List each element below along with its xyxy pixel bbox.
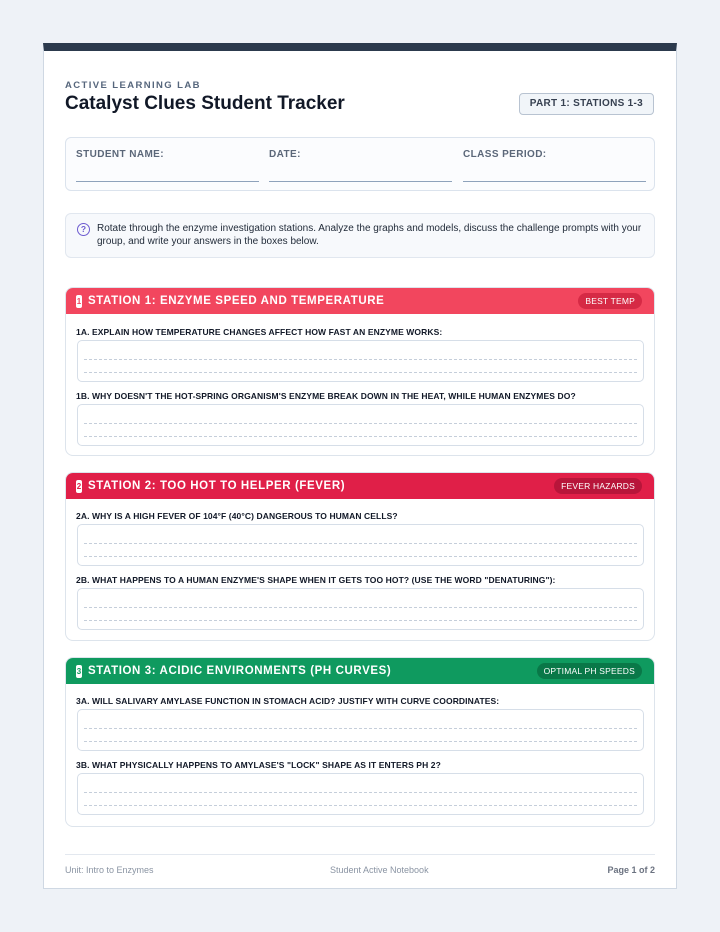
- answer-line: [84, 792, 637, 793]
- student-info-fields: [65, 137, 655, 191]
- station-3-number: 3: [76, 667, 82, 676]
- question-3b: 3B. WHAT PHYSICALLY HAPPENS TO AMYLASE'S "LOCK" SHAPE AS IT ENTERS PH 2?: [76, 760, 441, 770]
- station-2-title: STATION 2: TOO HOT TO HELPER (FEVER): [88, 480, 346, 492]
- station-1-number: 1: [76, 297, 82, 306]
- answer-line: [84, 436, 637, 437]
- worksheet-page: [43, 43, 677, 889]
- class-period-field[interactable]: [463, 138, 646, 192]
- answer-line: [84, 620, 637, 621]
- footer-page-number: Page 1 of 2: [607, 865, 655, 875]
- station-3-header: [66, 658, 654, 684]
- answer-box-3b[interactable]: [77, 773, 644, 815]
- answer-line: [84, 556, 637, 557]
- question-3a: 3A. WILL SALIVARY AMYLASE FUNCTION IN STOMACH ACID? JUSTIFY WITH CURVE COORDINATES:: [76, 696, 500, 706]
- answer-box-1a[interactable]: [77, 340, 644, 382]
- answer-line: [84, 372, 637, 373]
- question-1b: 1B. WHY DOESN'T THE HOT-SPRING ORGANISM'S ENZYME BREAK DOWN IN THE HEAT, WHILE HUMAN ENZYMES DO?: [76, 391, 576, 401]
- page-title: Catalyst Clues Student Tracker: [65, 93, 345, 114]
- answer-line: [84, 741, 637, 742]
- answer-box-3a[interactable]: [77, 709, 644, 751]
- station-1-tag: BEST TEMP: [578, 293, 642, 309]
- station-2-card: [65, 472, 655, 641]
- station-2-number: 2: [76, 482, 82, 491]
- station-1-title: STATION 1: ENZYME SPEED AND TEMPERATURE: [88, 295, 385, 307]
- station-3-tag: OPTIMAL PH SPEEDS: [537, 663, 642, 679]
- date-line[interactable]: [269, 181, 452, 182]
- student-name-label: STUDENT NAME:: [76, 149, 164, 160]
- student-name-field[interactable]: [76, 138, 259, 192]
- footer-unit: Unit: Intro to Enzymes: [65, 865, 154, 875]
- question-2b: 2B. WHAT HAPPENS TO A HUMAN ENZYME'S SHAPE WHEN IT GETS TOO HOT? (USE THE WORD "DENATURING"):: [76, 575, 556, 585]
- station-1-header: [66, 288, 654, 314]
- page-footer: [65, 854, 655, 875]
- station-1-card: [65, 287, 655, 456]
- part-badge: PART 1: STATIONS 1-3: [519, 93, 654, 115]
- station-3-title: STATION 3: ACIDIC ENVIRONMENTS (PH CURVES): [88, 665, 392, 677]
- answer-box-2b[interactable]: [77, 588, 644, 630]
- station-3-card: [65, 657, 655, 827]
- kicker-label: ACTIVE LEARNING LAB: [65, 80, 201, 91]
- answer-line: [84, 607, 637, 608]
- instructions-box: [65, 213, 655, 258]
- station-2-tag: FEVER HAZARDS: [554, 478, 642, 494]
- answer-line: [84, 805, 637, 806]
- class-period-line[interactable]: [463, 181, 646, 182]
- question-circle-icon: ?: [77, 223, 90, 236]
- answer-box-2a[interactable]: [77, 524, 644, 566]
- student-name-line[interactable]: [76, 181, 259, 182]
- answer-line: [84, 359, 637, 360]
- date-field[interactable]: [269, 138, 452, 192]
- instructions-text: Rotate through the enzyme investigation stations. Analyze the graphs and models, discuss the challenge prompts with your group, and write your answers in the boxes below.: [97, 223, 642, 247]
- footer-notebook: Student Active Notebook: [330, 865, 429, 875]
- question-2a: 2A. WHY IS A HIGH FEVER OF 104°F (40°C) DANGEROUS TO HUMAN CELLS?: [76, 511, 398, 521]
- answer-box-1b[interactable]: [77, 404, 644, 446]
- class-period-label: CLASS PERIOD:: [463, 149, 547, 160]
- answer-line: [84, 543, 637, 544]
- answer-line: [84, 423, 637, 424]
- answer-line: [84, 728, 637, 729]
- station-2-header: [66, 473, 654, 499]
- question-1a: 1A. EXPLAIN HOW TEMPERATURE CHANGES AFFECT HOW FAST AN ENZYME WORKS:: [76, 327, 443, 337]
- date-label: DATE:: [269, 149, 301, 160]
